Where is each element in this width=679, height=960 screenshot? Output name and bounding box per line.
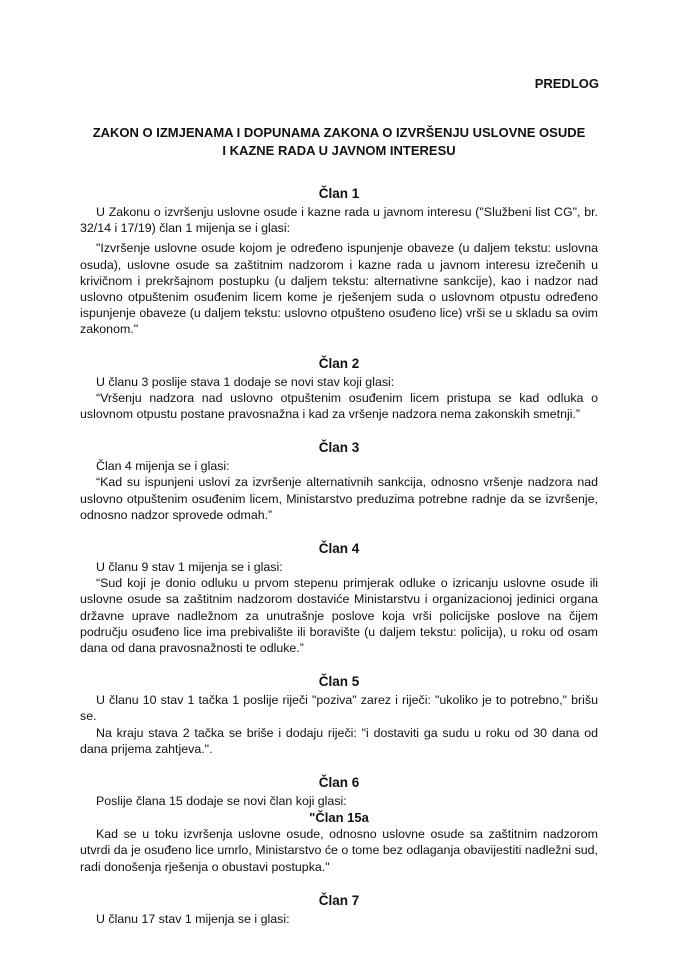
title-line-1: ZAKON O IZMJENAMA I DOPUNAMA ZAKONA O IZVRŠENJU USLOVNE OSUDE	[92, 125, 586, 140]
proposal-label: PREDLOG	[534, 76, 599, 91]
article-paragraph: U članu 10 stav 1 tačka 1 poslije riječi "poziva" zarez i riječi: "ukoliko je to potrebno," brišu se.	[80, 693, 598, 724]
article-paragraph: “Vršenju nadzora nad uslovno otpuštenim osuđenim licem pristupa se kad odluka o uslovnom otpustu postane pravosnažna i kad za vršenje nadzora nema zakonskih smetnji.”	[80, 390, 598, 422]
document-title	[70, 124, 608, 160]
article-paragraph: "Izvršenje uslovne osude kojom je određeno ispunjenje obaveze (u daljem tekstu: uslovna osuda), uslovne osude sa zaštitnim nadzorom i kazne rada u javnom interesu izrečenih u krivičnom i prekršajnom postupku (u daljem tekstu: alternativne sankcije), kao i nadzor nad uslovno otpuštenim osuđenim licem kome je rješenjem suda o uslovnom otpustu određeno ispunjenje obaveze (u daljem tekstu: uslovno otpušteno osuđeno lice) vrši se u skladu sa ovim zakonom."	[80, 241, 598, 337]
article-paragraph: Poslije člana 15 dodaje se novi član koji glasi:	[96, 794, 347, 809]
article-heading: Član 6	[318, 775, 360, 791]
title-line-2: I KAZNE RADA U JAVNOM INTERESU	[222, 143, 456, 158]
article-heading: Član 2	[318, 355, 360, 371]
article-paragraph: U članu 9 stav 1 mijenja se i glasi:	[96, 560, 283, 575]
article-heading: Član 3	[318, 440, 360, 456]
article-heading: Član 5	[318, 674, 360, 690]
article-paragraph: U Zakonu o izvršenju uslovne osude i kazne rada u javnom interesu ("Službeni list CG", br. 32/14 i 17/19) član 1 mijenja se i glasi:	[80, 205, 598, 236]
article-paragraph: U članu 3 poslije stava 1 dodaje se novi stav koji glasi:	[96, 374, 395, 389]
article-subheading: "Član 15a	[309, 810, 369, 826]
article-paragraph: “Kad su ispunjeni uslovi za izvršenje alternativnih sankcija, odnosno vršenje nadzora nad uslovno otpuštenim osuđenim licem, Ministarstvo preduzima potrebne radnje da se izvršenje, odnosno nadzor sprovede odmah.”	[80, 475, 598, 522]
document-body	[80, 185, 598, 927]
article-paragraph: Kad se u toku izvršenja uslovne osude, odnosno uslovne osude sa zaštitnim nadzorom utvrdi da je osuđeno lice umrlo, Ministarstvo će o tome bez odlaganja obavijestiti nadležni sud, radi donošenja rješenja o obustavi postupka."	[80, 827, 598, 874]
article-paragraph: Na kraju stava 2 tačka se briše i dodaju riječi: "i dostaviti ga sudu u roku od 30 dana od dana prijema zahtjeva.".	[80, 725, 598, 756]
article-heading: Član 4	[318, 541, 360, 557]
article-heading: Član 7	[318, 892, 360, 908]
article-paragraph: Član 4 mijenja se i glasi:	[96, 459, 230, 474]
article-paragraph: U članu 17 stav 1 mijenja se i glasi:	[96, 911, 290, 926]
article-paragraph: “Sud koji je donio odluku u prvom stepenu primjerak odluke o izricanju uslovne osude ili uslovne osude sa zaštitnim nadzorom dostaviće Ministarstvu i organizacionoj jedinici organa državne uprave nadležnom za unutrašnje poslove koja vrši policijske poslove na čijem području osuđeno lice ima prebivalište ili boravište (u daljem tekstu: policija), u roku od osam dana od dana pravosnažnosti te odluke.”	[80, 576, 598, 656]
article-heading: Član 1	[318, 186, 360, 201]
